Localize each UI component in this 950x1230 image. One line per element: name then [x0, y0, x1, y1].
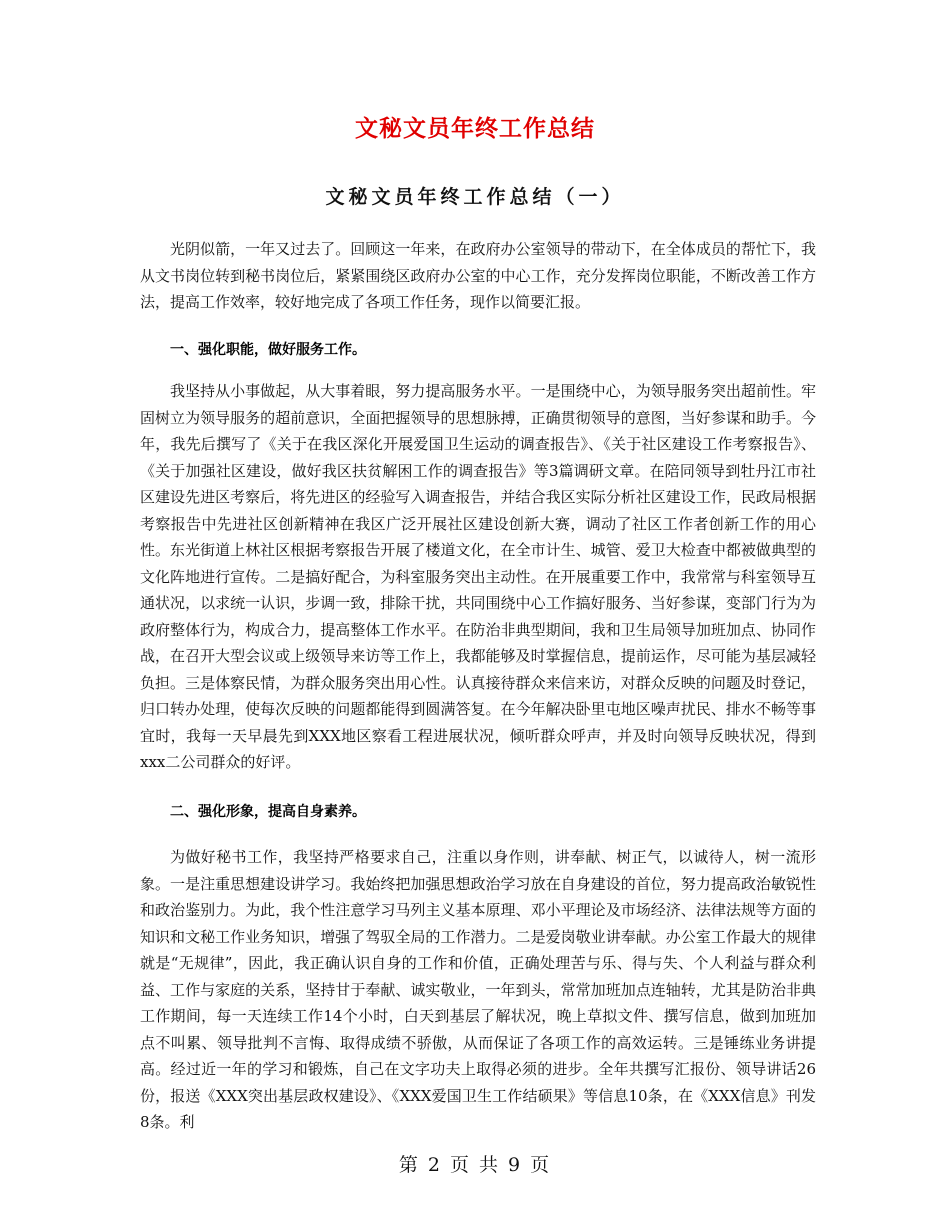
- section-heading-1: 一、强化职能，做好服务工作。: [170, 342, 366, 358]
- paragraph-section-1: 我坚持从小事做起，从大事着眼，努力提高服务水平。一是围绕中心，为领导服务突出超前性。牢固树立为领导服务的超前意识，全面把握领导的思想脉搏，正确贯彻领导的意图，当好参谋和助手。今年，我先后撰写了《关于在我区深化开展爱国卫生运动的调查报告》、《关于社区建设工作考察报告》、《关于加强社区建设，做好我区扶贫解困工作的调查报告》等3篇调研文章。在陪同领导到牡丹江市社区建设先进区考察后，将先进区的经验写入调查报告，并结合我区实际分析社区建设工作，民政局根据考察报告中先进社区创新精神在我区广泛开展社区建设创新大赛，调动了社区工作者创新工作的用心性。东光街道上林社区根据考察报告开展了楼道文化，在全市计生、城管、爱卫大检查中都被做典型的文化阵地进行宣传。二是搞好配合，为科室服务突出主动性。在开展重要工作中，我常常与科室领导互通状况，以求统一认识，步调一致，排除干扰，共同围绕中心工作搞好服务、当好参谋，变部门行为为政府整体行为，构成合力，提高整体工作水平。在防治非典型期间，我和卫生局领导加班加点、协同作战，在召开大型会议或上级领导来访等工作上，我都能够及时掌握信息，提前运作，尽可能为基层减轻负担。三是体察民情，为群众服务突出用心性。认真接待群众来信来访，对群众反映的问题及时登记，归口转办处理，使每次反映的问题都能得到圆满答复。在今年解决卧里屯地区噪声扰民、排水不畅等事宜时，我每一天早晨先到XXX地区察看工程进展状况，倾听群众呼声，并及时向领导反映状况，得到xxx二公司群众的好评。: [140, 382, 816, 771]
- document-subtitle: 文秘文员年终工作总结（一）: [325, 186, 625, 208]
- paragraph-intro: 光阴似箭，一年又过去了。回顾这一年来，在政府办公室领导的带动下，在全体成员的帮忙下，我从文书岗位转到秘书岗位后，紧紧围绕区政府办公室的中心工作，充分发挥岗位职能，不断改善工作方法，提高工作效率，较好地完成了各项工作任务，现作以简要汇报。: [140, 240, 816, 311]
- document-title: 文秘文员年终工作总结: [355, 116, 595, 142]
- section-heading-2: 二、强化形象，提高自身素养。: [170, 804, 366, 820]
- page-number-footer: 第 2 页 共 9 页: [398, 1154, 552, 1176]
- paragraph-section-2: 为做好秘书工作，我坚持严格要求自己，注重以身作则，讲奉献、树正气，以诚待人，树一流形象。一是注重思想建设讲学习。我始终把加强思想政治学习放在自身建设的首位，努力提高政治敏锐性和政治鉴别力。为此，我个性注意学习马列主义基本原理、邓小平理论及市场经济、法律法规等方面的知识和文秘工作业务知识，增强了驾驭全局的工作潜力。二是爱岗敬业讲奉献。办公室工作最大的规律就是“无规律”，因此，我正确认识自身的工作和价值，正确处理苦与乐、得与失、个人利益与群众利益、工作与家庭的关系，坚持甘于奉献、诚实敬业，一年到头，常常加班加点连轴转，尤其是防治非典工作期间，每一天连续工作14个小时，白天到基层了解状况，晚上草拟文件、撰写信息，做到加班加点不叫累、领导批判不言悔、取得成绩不骄傲，从而保证了各项工作的高效运转。三是锤练业务讲提高。经过近一年的学习和锻炼，自己在文字功夫上取得必须的进步。全年共撰写汇报份、领导讲话26份，报送《XXX突出基层政权建设》、《XXX爱国卫生工作结硕果》等信息10条，在《XXX信息》刊发8条。利: [140, 848, 816, 1131]
